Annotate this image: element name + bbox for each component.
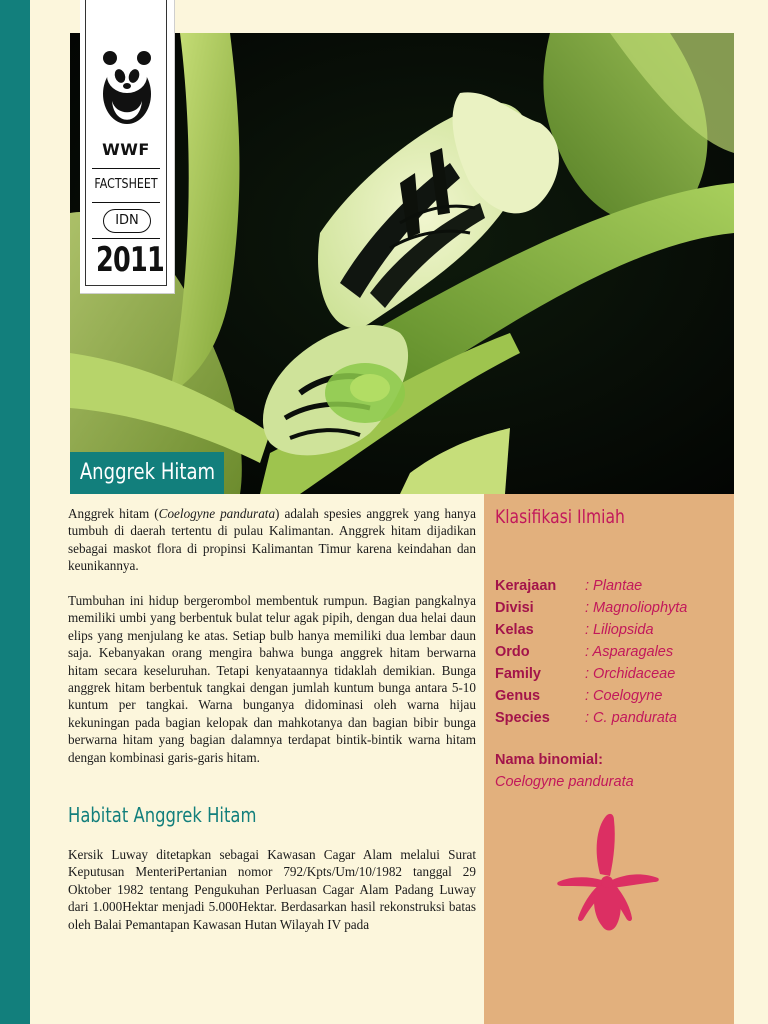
description-paragraph: Tumbuhan ini hidup bergerombol membentuk rumpun. Bagian pangkalnya memiliki umbi yang berbentuk bulat telur agak pipih, dengan dua helai daun elips yang menjulang ke atas. Setiap bulb hanya memiliki dua lembar daun saja. Kebanyakan orang mengira bahwa bunga anggrek hitam berwarna hitam secara keseluruhan. Tetapi kenyataannya tidaklah demikian. Bunga anggrek hitam berbentuk tangkai dengan jumlah kuntum bunga antara 5-10 kuntum per tangkai. Warna bunganya didominasi oleh warna hijau kekuningan pada bagian kelopak dan mahkotanya dan bagian bibir bunga berwarna hitam yang bagian dalamnya terdapat bintik-bintik warna hitam dengan kombinasi garis-garis hitam.	[68, 593, 476, 765]
classification-row	[495, 597, 735, 619]
classification-sidebar	[484, 494, 734, 1024]
tag-country-badge: IDN	[103, 209, 151, 233]
classification-value: : Liliopsida	[585, 622, 654, 638]
classification-rank: Kerajaan	[495, 578, 557, 594]
intro-text-end: ) adalah spesies anggrek yang hanya tumbuh di daerah tertentu di pulau Kalimantan. Anggrek hitam dijadikan sebagai maskot flora di propinsi Kalimantan Timur karena keindahan dan keunikannya.	[68, 506, 476, 574]
tag-divider	[92, 168, 160, 169]
classification-value: : Coelogyne	[585, 688, 663, 704]
page-title: Anggrek Hitam	[79, 460, 216, 485]
tag-divider	[92, 238, 160, 239]
binomial-label: Nama binomial:	[495, 752, 603, 768]
classification-row	[495, 663, 735, 685]
left-accent-stripe	[0, 0, 30, 1024]
habitat-paragraph: Kersik Luway ditetapkan sebagai Kawasan Cagar Alam melalui Surat Keputusan MenteriPertanian nomor 792/Kpts/Um/10/1982 tanggal 29 Oktober 1982 tentang Pengukuhan Perluasan Cagar Alam Padang Luway dari 1.000Hektar menjadi 5.000Hektar. Berdasarkan hasil rekonstruksi batas oleh Balai Pemantapan Kawasan Hutan Wilayah IV pada	[68, 847, 476, 932]
classification-value: : C. pandurata	[585, 710, 677, 726]
tag-year: 2011	[96, 240, 164, 280]
binomial-value: Coelogyne pandurata	[495, 774, 634, 790]
classification-row	[495, 575, 735, 597]
classification-rank: Family	[495, 666, 541, 682]
classification-row	[495, 641, 735, 663]
tag-factsheet-label: FACTSHEET	[94, 177, 158, 192]
tag-divider	[92, 202, 160, 203]
classification-row	[495, 707, 735, 729]
classification-value: : Asparagales	[585, 644, 674, 660]
habitat-heading: Habitat Anggrek Hitam	[68, 803, 257, 827]
orchid-silhouette-icon	[556, 812, 660, 936]
sidebar-title: Klasifikasi Ilmiah	[495, 506, 625, 528]
classification-row	[495, 685, 735, 707]
classification-value: : Plantae	[585, 578, 643, 594]
classification-value: : Orchidaceae	[585, 666, 676, 682]
classification-rank: Species	[495, 710, 550, 726]
classification-rank: Genus	[495, 688, 541, 704]
classification-rank: Divisi	[495, 600, 534, 616]
tag-brand: WWF	[102, 140, 150, 159]
intro-paragraph	[68, 505, 476, 575]
classification-rank: Kelas	[495, 622, 534, 638]
classification-rank: Ordo	[495, 644, 530, 660]
wwf-factsheet-tag	[80, 0, 175, 294]
intro-scientific-name: Coelogyne pandurata	[158, 506, 276, 521]
classification-row	[495, 619, 735, 641]
classification-value: : Magnoliophyta	[585, 600, 688, 616]
page-title-box	[70, 452, 224, 494]
panda-logo-icon	[96, 46, 158, 138]
intro-text-start: Anggrek hitam (	[68, 506, 159, 521]
